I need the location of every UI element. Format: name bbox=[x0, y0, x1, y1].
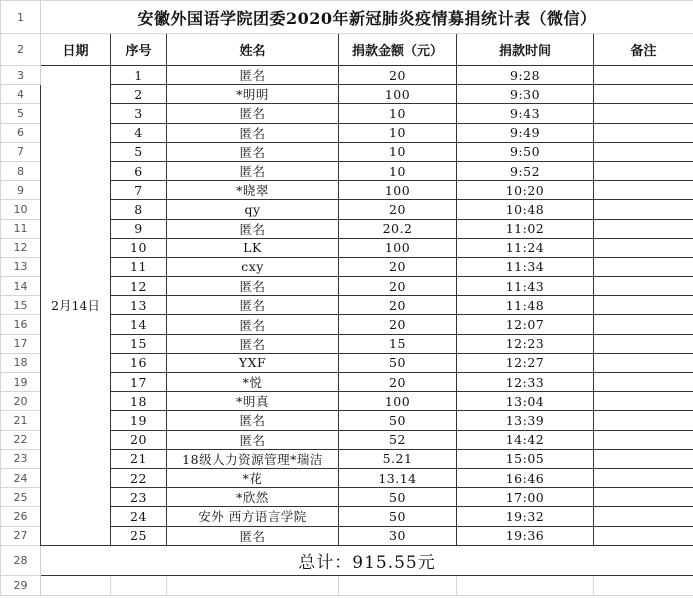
row-number[interactable]: 13 bbox=[1, 257, 41, 276]
cell-remark[interactable] bbox=[594, 200, 693, 219]
cell-name[interactable]: 匿名 bbox=[167, 526, 339, 545]
row-number[interactable]: 24 bbox=[1, 468, 41, 487]
cell-amount[interactable]: 50 bbox=[339, 411, 457, 430]
cell-amount[interactable]: 10 bbox=[339, 104, 457, 123]
cell-name[interactable]: 匿名 bbox=[167, 142, 339, 161]
cell-no[interactable]: 20 bbox=[111, 430, 167, 449]
cell-name[interactable]: 匿名 bbox=[167, 123, 339, 142]
cell-amount[interactable]: 20 bbox=[339, 315, 457, 334]
cell-remark[interactable] bbox=[594, 334, 693, 353]
cell-time[interactable]: 12:07 bbox=[457, 315, 594, 334]
cell-amount[interactable]: 5.21 bbox=[339, 449, 457, 468]
cell-name[interactable]: cxy bbox=[167, 257, 339, 276]
cell-time[interactable]: 9:52 bbox=[457, 161, 594, 180]
row-number[interactable]: 26 bbox=[1, 507, 41, 526]
row-number[interactable]: 10 bbox=[1, 200, 41, 219]
cell-remark[interactable] bbox=[594, 488, 693, 507]
cell-remark[interactable] bbox=[594, 85, 693, 104]
cell-remark[interactable] bbox=[594, 449, 693, 468]
header-time[interactable]: 捐款时间 bbox=[457, 34, 594, 66]
cell-no[interactable]: 19 bbox=[111, 411, 167, 430]
cell-name[interactable]: YXF bbox=[167, 353, 339, 372]
cell-name[interactable]: 匿名 bbox=[167, 430, 339, 449]
cell-no[interactable]: 21 bbox=[111, 449, 167, 468]
cell-remark[interactable] bbox=[594, 430, 693, 449]
cell-no[interactable]: 3 bbox=[111, 104, 167, 123]
cell-no[interactable]: 13 bbox=[111, 296, 167, 315]
cell-time[interactable]: 17:00 bbox=[457, 488, 594, 507]
cell-name[interactable]: 匿名 bbox=[167, 161, 339, 180]
row-number[interactable]: 28 bbox=[1, 545, 41, 575]
cell-remark[interactable] bbox=[594, 66, 693, 85]
cell-time[interactable]: 9:50 bbox=[457, 142, 594, 161]
empty-cell[interactable] bbox=[339, 575, 457, 595]
cell-remark[interactable] bbox=[594, 468, 693, 487]
total-cell[interactable]: 总计：915.55元 bbox=[41, 545, 693, 575]
row-number[interactable]: 11 bbox=[1, 219, 41, 238]
cell-time[interactable]: 9:28 bbox=[457, 66, 594, 85]
row-number[interactable]: 16 bbox=[1, 315, 41, 334]
empty-cell[interactable] bbox=[111, 575, 167, 595]
empty-cell[interactable] bbox=[594, 575, 693, 595]
cell-name[interactable]: *明真 bbox=[167, 392, 339, 411]
cell-remark[interactable] bbox=[594, 161, 693, 180]
cell-no[interactable]: 12 bbox=[111, 277, 167, 296]
cell-amount[interactable]: 52 bbox=[339, 430, 457, 449]
cell-no[interactable]: 4 bbox=[111, 123, 167, 142]
cell-time[interactable]: 15:05 bbox=[457, 449, 594, 468]
cell-amount[interactable]: 10 bbox=[339, 142, 457, 161]
cell-name[interactable]: qy bbox=[167, 200, 339, 219]
row-number[interactable]: 21 bbox=[1, 411, 41, 430]
cell-remark[interactable] bbox=[594, 411, 693, 430]
date-cell[interactable]: 2月14日 bbox=[41, 66, 111, 546]
cell-time[interactable]: 11:02 bbox=[457, 219, 594, 238]
cell-time[interactable]: 16:46 bbox=[457, 468, 594, 487]
header-remark[interactable]: 备注 bbox=[594, 34, 693, 66]
cell-remark[interactable] bbox=[594, 142, 693, 161]
row-number[interactable]: 22 bbox=[1, 430, 41, 449]
row-number[interactable]: 1 bbox=[1, 1, 41, 34]
cell-amount[interactable]: 50 bbox=[339, 507, 457, 526]
cell-time[interactable]: 11:34 bbox=[457, 257, 594, 276]
header-no[interactable]: 序号 bbox=[111, 34, 167, 66]
cell-time[interactable]: 9:30 bbox=[457, 85, 594, 104]
empty-cell[interactable] bbox=[41, 575, 111, 595]
cell-time[interactable]: 11:24 bbox=[457, 238, 594, 257]
row-number[interactable]: 4 bbox=[1, 85, 41, 104]
cell-time[interactable]: 12:33 bbox=[457, 373, 594, 392]
row-number[interactable]: 29 bbox=[1, 575, 41, 595]
cell-no[interactable]: 7 bbox=[111, 181, 167, 200]
cell-remark[interactable] bbox=[594, 392, 693, 411]
header-row bbox=[1, 34, 693, 66]
cell-amount[interactable]: 20 bbox=[339, 66, 457, 85]
cell-no[interactable]: 11 bbox=[111, 257, 167, 276]
cell-time[interactable]: 9:49 bbox=[457, 123, 594, 142]
row-number[interactable]: 20 bbox=[1, 392, 41, 411]
cell-amount[interactable]: 100 bbox=[339, 392, 457, 411]
cell-no[interactable]: 16 bbox=[111, 353, 167, 372]
cell-amount[interactable]: 100 bbox=[339, 181, 457, 200]
cell-amount[interactable]: 30 bbox=[339, 526, 457, 545]
cell-no[interactable]: 24 bbox=[111, 507, 167, 526]
title-row bbox=[1, 1, 693, 34]
cell-amount[interactable]: 20 bbox=[339, 373, 457, 392]
header-date[interactable]: 日期 bbox=[41, 34, 111, 66]
row-number[interactable]: 27 bbox=[1, 526, 41, 545]
cell-amount[interactable]: 20 bbox=[339, 296, 457, 315]
cell-name[interactable]: 匿名 bbox=[167, 66, 339, 85]
cell-name[interactable]: *晓翠 bbox=[167, 181, 339, 200]
cell-name[interactable]: 匿名 bbox=[167, 104, 339, 123]
cell-time[interactable]: 19:32 bbox=[457, 507, 594, 526]
cell-amount[interactable]: 13.14 bbox=[339, 468, 457, 487]
row-number[interactable]: 18 bbox=[1, 353, 41, 372]
row-number[interactable]: 7 bbox=[1, 142, 41, 161]
cell-no[interactable]: 8 bbox=[111, 200, 167, 219]
cell-no[interactable]: 6 bbox=[111, 161, 167, 180]
cell-amount[interactable]: 15 bbox=[339, 334, 457, 353]
cell-time[interactable]: 13:39 bbox=[457, 411, 594, 430]
row-number[interactable]: 17 bbox=[1, 334, 41, 353]
empty-cell[interactable] bbox=[457, 575, 594, 595]
cell-name[interactable]: *悦 bbox=[167, 373, 339, 392]
cell-no[interactable]: 9 bbox=[111, 219, 167, 238]
cell-amount[interactable]: 10 bbox=[339, 123, 457, 142]
row-number[interactable]: 9 bbox=[1, 181, 41, 200]
cell-amount[interactable]: 50 bbox=[339, 488, 457, 507]
cell-no[interactable]: 22 bbox=[111, 468, 167, 487]
cell-remark[interactable] bbox=[594, 315, 693, 334]
cell-name[interactable]: 安外 西方语言学院 bbox=[167, 507, 339, 526]
row-number[interactable]: 23 bbox=[1, 449, 41, 468]
cell-name[interactable]: *花 bbox=[167, 468, 339, 487]
cell-name[interactable]: 18级人力资源管理*瑞洁 bbox=[167, 449, 339, 468]
cell-no[interactable]: 5 bbox=[111, 142, 167, 161]
row-number[interactable]: 6 bbox=[1, 123, 41, 142]
cell-no[interactable]: 15 bbox=[111, 334, 167, 353]
cell-name[interactable]: 匿名 bbox=[167, 219, 339, 238]
cell-no[interactable]: 23 bbox=[111, 488, 167, 507]
header-amount[interactable]: 捐款金额（元） bbox=[339, 34, 457, 66]
cell-no[interactable]: 14 bbox=[111, 315, 167, 334]
cell-no[interactable]: 2 bbox=[111, 85, 167, 104]
empty-cell[interactable] bbox=[167, 575, 339, 595]
cell-time[interactable]: 9:43 bbox=[457, 104, 594, 123]
cell-remark[interactable] bbox=[594, 277, 693, 296]
cell-remark[interactable] bbox=[594, 123, 693, 142]
cell-amount[interactable]: 20 bbox=[339, 200, 457, 219]
cell-time[interactable]: 10:48 bbox=[457, 200, 594, 219]
total-row bbox=[1, 545, 693, 575]
cell-no[interactable]: 25 bbox=[111, 526, 167, 545]
cell-name[interactable]: 匿名 bbox=[167, 315, 339, 334]
sheet-title[interactable]: 安徽外国语学院团委2020年新冠肺炎疫情募捐统计表（微信） bbox=[41, 1, 693, 34]
header-name[interactable]: 姓名 bbox=[167, 34, 339, 66]
cell-amount[interactable]: 100 bbox=[339, 238, 457, 257]
cell-time[interactable]: 14:42 bbox=[457, 430, 594, 449]
row-number[interactable]: 8 bbox=[1, 161, 41, 180]
cell-time[interactable]: 12:27 bbox=[457, 353, 594, 372]
row-number[interactable]: 15 bbox=[1, 296, 41, 315]
cell-name[interactable]: LK bbox=[167, 238, 339, 257]
cell-remark[interactable] bbox=[594, 373, 693, 392]
cell-amount[interactable]: 20.2 bbox=[339, 219, 457, 238]
cell-remark[interactable] bbox=[594, 526, 693, 545]
cell-time[interactable]: 10:20 bbox=[457, 181, 594, 200]
cell-name[interactable]: 匿名 bbox=[167, 411, 339, 430]
cell-remark[interactable] bbox=[594, 257, 693, 276]
cell-time[interactable]: 19:36 bbox=[457, 526, 594, 545]
cell-amount[interactable]: 20 bbox=[339, 277, 457, 296]
empty-row bbox=[1, 575, 693, 595]
row-number[interactable]: 25 bbox=[1, 488, 41, 507]
cell-time[interactable]: 13:04 bbox=[457, 392, 594, 411]
cell-remark[interactable] bbox=[594, 238, 693, 257]
cell-remark[interactable] bbox=[594, 296, 693, 315]
cell-no[interactable]: 1 bbox=[111, 66, 167, 85]
cell-remark[interactable] bbox=[594, 181, 693, 200]
cell-time[interactable]: 12:23 bbox=[457, 334, 594, 353]
cell-amount[interactable]: 50 bbox=[339, 353, 457, 372]
cell-name[interactable]: 匿名 bbox=[167, 296, 339, 315]
cell-remark[interactable] bbox=[594, 507, 693, 526]
table-row bbox=[1, 66, 693, 85]
cell-name[interactable]: 匿名 bbox=[167, 334, 339, 353]
cell-name[interactable]: *欣然 bbox=[167, 488, 339, 507]
cell-remark[interactable] bbox=[594, 104, 693, 123]
row-number[interactable]: 3 bbox=[1, 66, 41, 85]
row-number[interactable]: 14 bbox=[1, 277, 41, 296]
cell-amount[interactable]: 10 bbox=[339, 161, 457, 180]
cell-remark[interactable] bbox=[594, 353, 693, 372]
cell-amount[interactable]: 100 bbox=[339, 85, 457, 104]
cell-no[interactable]: 18 bbox=[111, 392, 167, 411]
cell-time[interactable]: 11:48 bbox=[457, 296, 594, 315]
row-number[interactable]: 2 bbox=[1, 34, 41, 66]
cell-no[interactable]: 17 bbox=[111, 373, 167, 392]
cell-amount[interactable]: 20 bbox=[339, 257, 457, 276]
cell-no[interactable]: 10 bbox=[111, 238, 167, 257]
row-number[interactable]: 5 bbox=[1, 104, 41, 123]
cell-name[interactable]: *明明 bbox=[167, 85, 339, 104]
cell-name[interactable]: 匿名 bbox=[167, 277, 339, 296]
row-number[interactable]: 12 bbox=[1, 238, 41, 257]
cell-remark[interactable] bbox=[594, 219, 693, 238]
cell-time[interactable]: 11:43 bbox=[457, 277, 594, 296]
row-number[interactable]: 19 bbox=[1, 373, 41, 392]
